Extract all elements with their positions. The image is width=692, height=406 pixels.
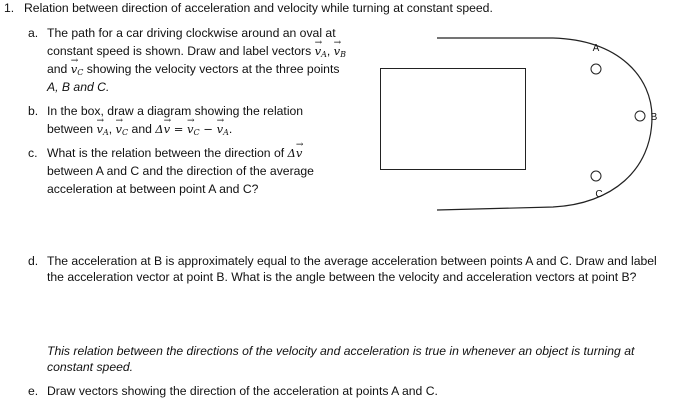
part-c-line3: acceleration at between point A and C? (47, 182, 259, 196)
part-c-label: c. (28, 146, 38, 160)
question-1-number: 1. (4, 1, 15, 15)
part-d-line2: the acceleration vector at point B. What is the angle between the velocity and acceleration vectors at point B? (47, 270, 637, 284)
part-a-line2: constant speed is shown. Draw and label vectors → $v_A$, → $v_B$ (47, 44, 346, 62)
note-line1: This relation between the directions of the velocity and acceleration is true in whenever an object is turning at (47, 344, 635, 358)
part-b-line1: In the box, draw a diagram showing the relation (47, 104, 304, 118)
part-a-label: a. (28, 26, 39, 40)
part-e-line1: Draw vectors showing the direction of the acceleration at points A and C. (47, 384, 438, 398)
part-a-line1: The path for a car driving clockwise around an oval at (47, 26, 336, 40)
point-b-marker (635, 111, 645, 121)
part-d-line1: The acceleration at B is approximately equal to the average acceleration between points A and C. Draw and label (47, 254, 657, 268)
part-b-label: b. (28, 104, 39, 118)
part-c-line2: between A and C and the direction of the average (47, 164, 314, 178)
oval-path (437, 38, 652, 210)
note-line2: constant speed. (47, 360, 134, 374)
point-a-marker (591, 64, 601, 74)
part-a-line4: A, B and C. (47, 80, 110, 94)
part-e-label: e. (28, 384, 39, 398)
part-c-line1: What is the relation between the direction of Δ→ v (47, 146, 302, 160)
point-c-label: C (595, 189, 603, 200)
part-a-line3: and → $v_C$ showing the velocity vectors at the three points (47, 62, 339, 80)
part-b-line2: between → $v_A$, → $v_C$ and Δ→ v = → $v_C$ − → $v_A$. (47, 122, 232, 140)
point-a-label: A (592, 43, 600, 54)
question-1-title: Relation between direction of acceleration and velocity while turning at constant speed. (24, 1, 493, 15)
point-c-marker (591, 171, 601, 181)
part-d-label: d. (28, 254, 39, 268)
point-b-label: B (650, 112, 658, 123)
